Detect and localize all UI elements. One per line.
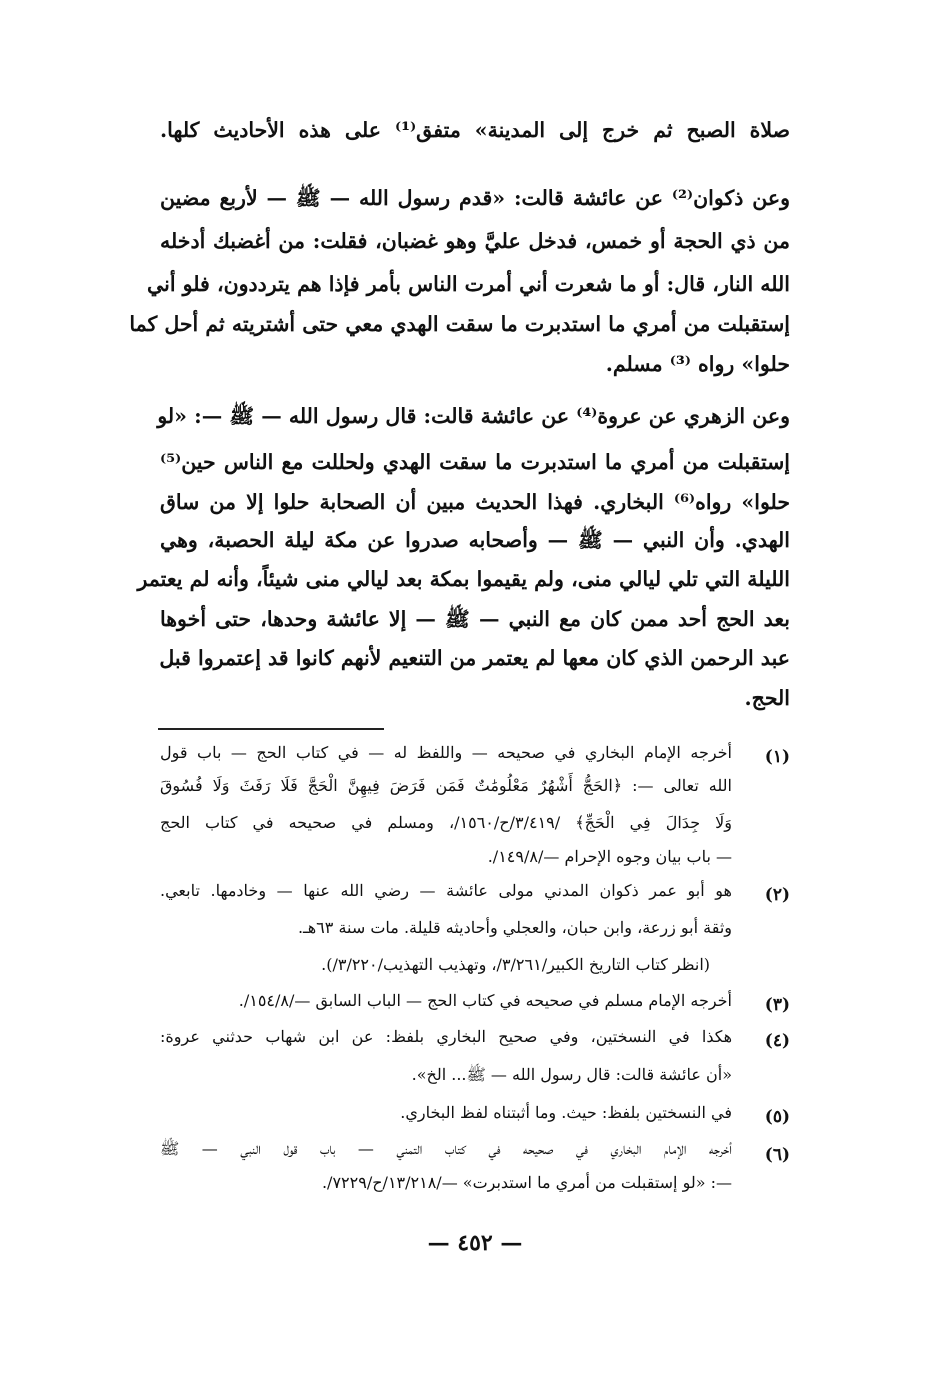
footnote-number: (١) — [764, 747, 790, 767]
page-number: — ٤٥٢ — — [427, 1230, 523, 1256]
main-text-line: وعن الزهري عن عروة⁽⁴⁾ عن عائشة قالت: قال رسول الله — ﷺ —: «لو — [157, 404, 790, 428]
footnote-line: (انظر كتاب التاريخ الكبير/٣/٢٦١/، وتهذيب التهذيب/٣/٢٢٠/). — [321, 955, 710, 974]
footnote-line: وَلَا جِدَالَ فِي الْحَجِّ﴾ /٣/٤١٩/ح/١٥٦٠/، ومسلم في صحيحه في كتاب الحج — [160, 813, 733, 832]
footnote-line: — باب بيان وجوه الإحرام —/١٤٩/٨/. — [487, 847, 732, 866]
footnote-line: —: «لو إستقبلت من أمري ما استدبرت» —/١٣/٢١٨/ح/٧٢٢٩/. — [321, 1173, 732, 1192]
main-text-line: إستقبلت من أمري ما استدبرت ما سقت الهدي معي حتى أشتريته ثم أحل كما — [129, 312, 790, 336]
footnote-line: «أن عائشة قالت: قال رسول الله — ﷺ... الخ». — [411, 1065, 732, 1084]
footnote-line: أخرجه الإمام البخاري في صحيحه — واللفظ له — في كتاب الحج — باب قول — [160, 743, 732, 762]
footnote-line: أخرجه الإمام مسلم في صحيحه في كتاب الحج — الباب السابق —/١٥٤/٨/. — [238, 991, 732, 1010]
footnote-number: (٤) — [764, 1031, 790, 1051]
main-text-line: الله النار، قال: أو ما شعرت أني أمرت الناس بأمر فإذا هم يترددون، فلو أني — [147, 272, 790, 296]
footnote-line: في النسختين بلفظ: حيث. وما أثبتناه لفظ البخاري. — [400, 1103, 732, 1122]
main-text-line: صلاة الصبح ثم خرج إلى المدينة» متفق⁽¹⁾ على هذه الأحاديث كلها. — [160, 118, 791, 142]
footnote-number: (٢) — [764, 885, 790, 905]
main-text-line: بعد الحج أحد ممن كان مع النبي — ﷺ — إلا عائشة وحدها، حتى أخوها — [160, 607, 790, 631]
footnote-number: (٣) — [764, 995, 790, 1015]
main-text-line: الحج. — [744, 686, 790, 710]
footnote-line: الله تعالى —: ﴿الحَجُّ أَشْهُرٌ مَعْلُومَٰتٌ فَمَن فَرَضَ فِيهِنَّ الْحَجَّ فَلَا رَفَثَ وَلَا فُسُوقَ — [160, 776, 732, 795]
footnote-line: هو أبو عمر ذكوان المدني مولى عائشة — رضي الله عنها — وخادمها. تابعي. — [160, 881, 732, 900]
footnote-line: أخرجه الإمام البخاري في صحيحه في كتاب التمني — باب قول النبي — ﷺ — [160, 1139, 732, 1158]
footnote-line: وثقة أبو زرعة، وابن حبان، والعجلي وأحاديثه قليلة. مات سنة ٦٣هـ. — [297, 918, 732, 937]
footnote-line: هكذا في النسختين، وفي صحيح البخاري بلفظ: عن ابن شهاب حدثني عروة: — [160, 1027, 732, 1046]
main-text-line: حلوا» رواه ⁽³⁾ مسلم. — [605, 352, 790, 376]
main-text-line: عبد الرحمن الذي كان معها لم يعتمر من التنعيم لأنهم كانوا قد إعتمروا قبل — [159, 646, 790, 670]
main-text-line: وعن ذكوان⁽²⁾ عن عائشة قالت: «قدم رسول الله — ﷺ — لأربع مضين — [160, 186, 790, 210]
footnote-number: (٥) — [764, 1107, 790, 1127]
main-text-line: الليلة التي تلي ليالي منى، ولم يقيموا بمكة بعد ليالي منى شيئاً، وأنه لم يعتمر — [137, 567, 790, 591]
main-text-line: الهدي. وأن النبي — ﷺ — وأصحابه صدروا عن مكة ليلة الحصبة، وهي — [160, 528, 790, 552]
footnote-divider — [158, 728, 384, 730]
main-text-line: حلوا» رواه⁽⁶⁾ البخاري. فهذا الحديث مبين أن الصحابة حلوا إلا من ساق — [160, 490, 790, 514]
main-text-line: إستقبلت من أمري ما استدبرت ما سقت الهدي ولحللت مع الناس حين⁽⁵⁾ — [160, 450, 790, 474]
main-text-line: من ذي الحجة أو خمس، فدخل عليَّ وهو غضبان، فقلت: من أغضبك أدخله — [160, 229, 790, 253]
footnote-number: (٦) — [764, 1145, 790, 1165]
